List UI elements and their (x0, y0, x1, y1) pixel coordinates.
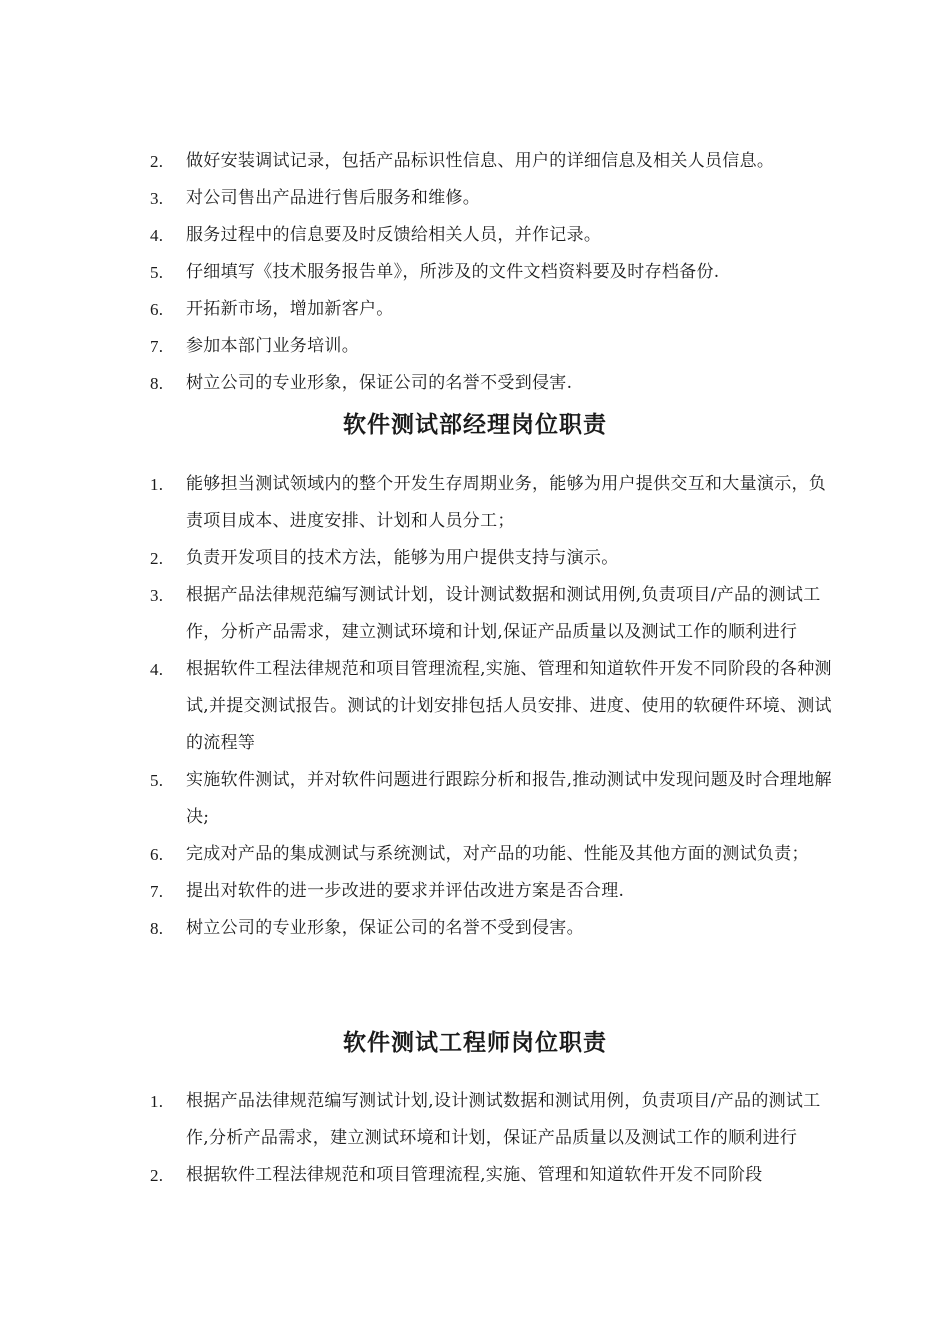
list-item-number: 4. (150, 660, 164, 679)
list-item-number: 1. (150, 475, 164, 494)
list-item (150, 1157, 840, 1194)
list-item-text: 树立公司的专业形象，保证公司的名誉不受到侵害。 (186, 918, 584, 938)
engineer-duty-list (150, 1083, 840, 1194)
list-item-number: 3. (150, 189, 164, 208)
list-item-text: 仔细填写《技术服务报告单》，所涉及的文件文档资料要及时存档备份. (186, 262, 720, 282)
duty-list-continued (150, 143, 840, 402)
list-item (150, 217, 840, 254)
list-item-text: 完成对产品的集成测试与系统测试，对产品的功能、性能及其他方面的测试负责； (186, 844, 809, 864)
list-item (150, 873, 840, 910)
list-item-number: 5. (150, 771, 164, 790)
list-item-number: 2. (150, 152, 164, 171)
list-item-number: 3. (150, 586, 164, 605)
list-item-number: 5. (150, 263, 164, 282)
list-item (150, 180, 840, 217)
list-item-number: 8. (150, 919, 164, 938)
section-heading-engineer: 软件测试工程师岗位职责 (343, 1030, 607, 1056)
list-item-text: 提出对软件的进一步改进的要求并评估改进方案是否合理. (186, 881, 625, 901)
list-item-number: 2. (150, 549, 164, 568)
list-item (150, 291, 840, 328)
list-item-text: 做好安装调试记录，包括产品标识性信息、用户的详细信息及相关人员信息。 (186, 151, 775, 171)
list-item-text: 根据软件工程法律规范和项目管理流程,实施、管理和知道软件开发不同阶段的各种测试,并提交测试报告。测试的计划安排包括人员安排、进度、使用的软硬件环境、测试的流程等 (186, 659, 832, 753)
list-item-text: 参加本部门业务培训。 (186, 336, 359, 356)
list-item-number: 1. (150, 1092, 164, 1111)
list-item (150, 1083, 840, 1157)
list-item (150, 254, 840, 291)
section-heading-manager: 软件测试部经理岗位职责 (343, 412, 607, 438)
list-item-text: 根据产品法律规范编写测试计划,设计测试数据和测试用例，负责项目/产品的测试工作,分析产品需求，建立测试环境和计划，保证产品质量以及测试工作的顺利进行 (186, 1091, 821, 1148)
list-item (150, 577, 840, 651)
list-item-text: 根据软件工程法律规范和项目管理流程,实施、管理和知道软件开发不同阶段 (186, 1165, 763, 1185)
list-item (150, 365, 840, 402)
list-item (150, 540, 840, 577)
manager-duty-list (150, 466, 840, 947)
list-item-text: 对公司售出产品进行售后服务和维修。 (186, 188, 481, 208)
list-item-text: 根据产品法律规范编写测试计划，设计测试数据和测试用例,负责项目/产品的测试工作，分析产品需求，建立测试环境和计划,保证产品质量以及测试工作的顺利进行 (186, 585, 821, 642)
list-item-text: 开拓新市场，增加新客户。 (186, 299, 394, 319)
list-item (150, 762, 840, 836)
list-item (150, 836, 840, 873)
list-item-text: 树立公司的专业形象，保证公司的名誉不受到侵害. (186, 373, 573, 393)
list-item-text: 服务过程中的信息要及时反馈给相关人员，并作记录。 (186, 225, 602, 245)
list-item-text: 能够担当测试领域内的整个开发生存周期业务，能够为用户提供交互和大量演示，负责项目成本、进度安排、计划和人员分工； (186, 474, 827, 531)
list-item-number: 2. (150, 1166, 164, 1185)
list-item-number: 4. (150, 226, 164, 245)
list-item (150, 910, 840, 947)
list-item (150, 143, 840, 180)
list-item-number: 6. (150, 845, 164, 864)
list-item (150, 651, 840, 762)
list-item-number: 6. (150, 300, 164, 319)
list-item-number: 8. (150, 374, 164, 393)
list-item (150, 466, 840, 540)
list-item-number: 7. (150, 337, 164, 356)
list-item (150, 328, 840, 365)
list-item-text: 负责开发项目的技术方法，能够为用户提供支持与演示。 (186, 548, 619, 568)
list-item-number: 7. (150, 882, 164, 901)
list-item-text: 实施软件测试，并对软件问题进行跟踪分析和报告,推动测试中发现问题及时合理地解决; (186, 770, 832, 827)
